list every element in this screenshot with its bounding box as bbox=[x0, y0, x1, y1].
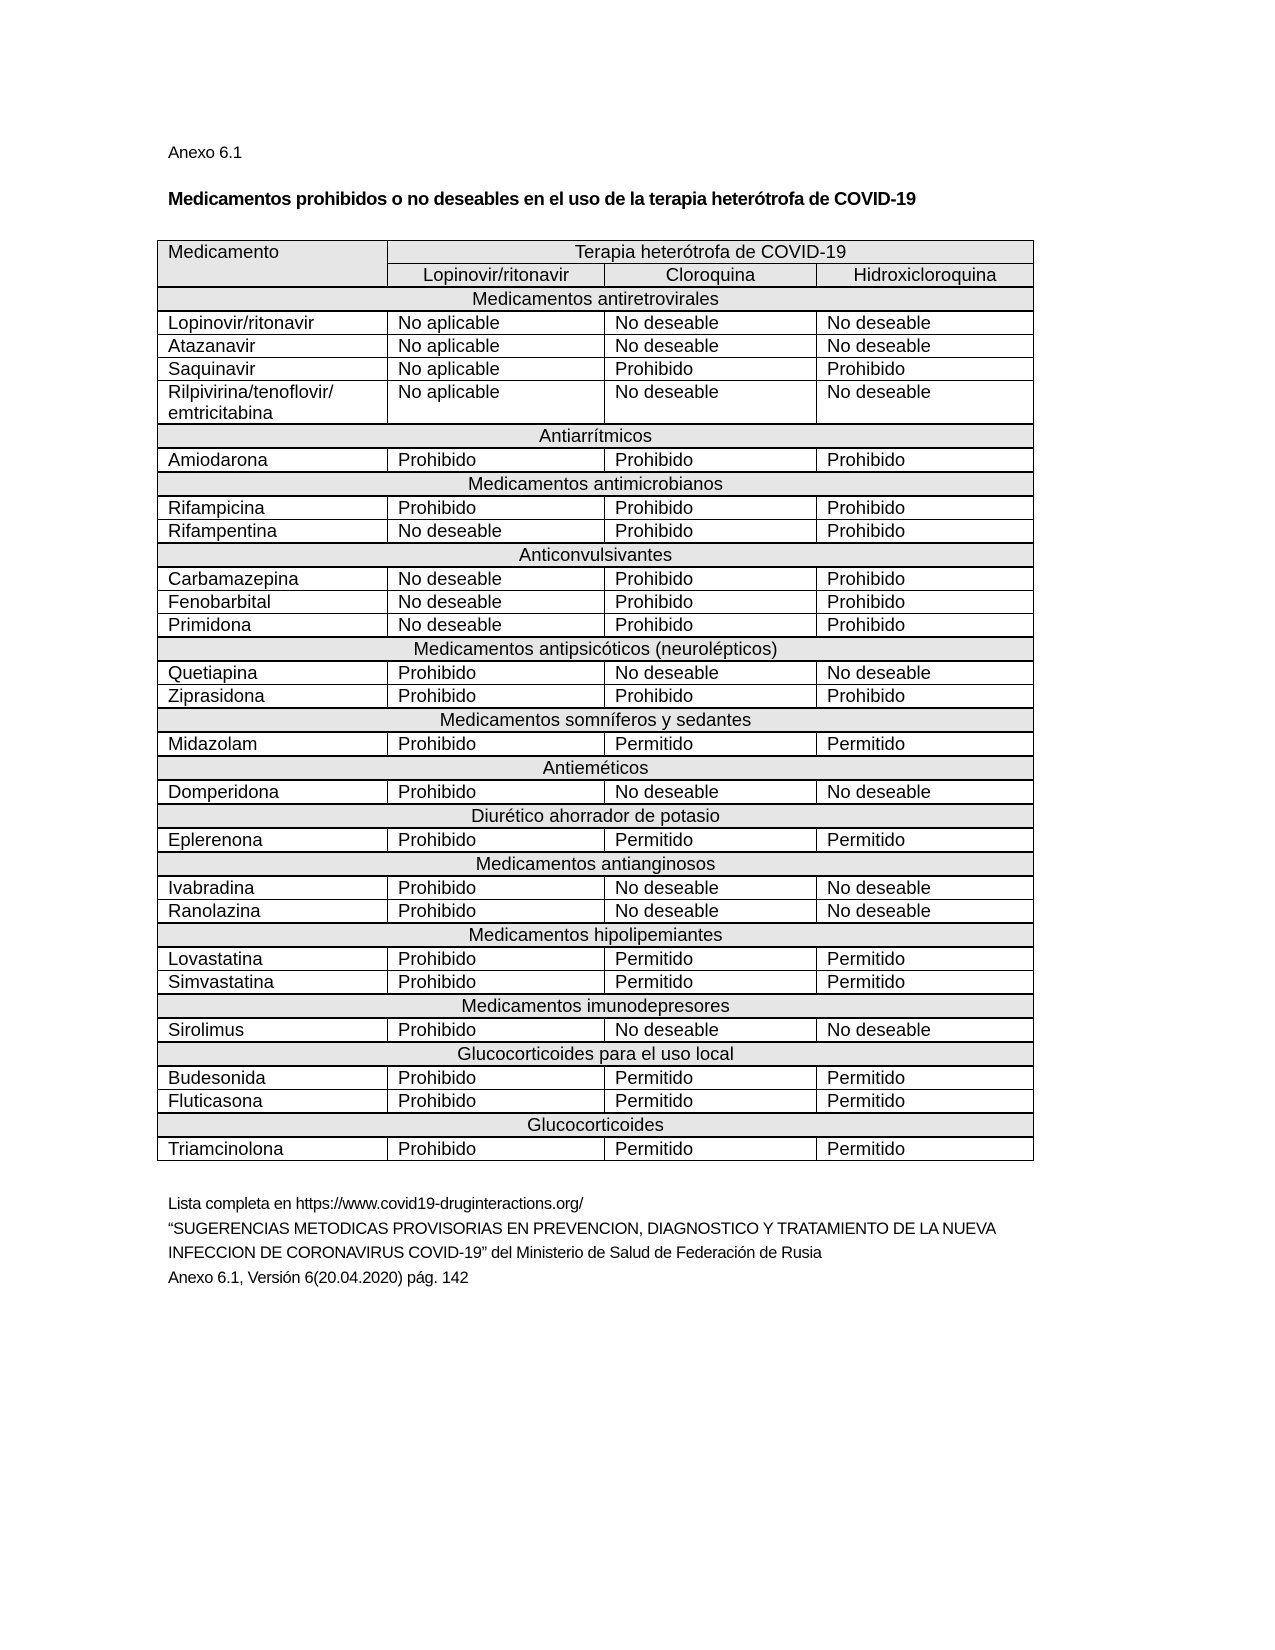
cloroquina-status-cell: No deseable bbox=[605, 311, 817, 335]
category-row bbox=[158, 637, 1034, 661]
annex-label: Anexo 6.1 bbox=[168, 143, 242, 162]
lopinovir-status-cell: Prohibido bbox=[388, 685, 605, 709]
cloroquina-status-cell: Prohibido bbox=[605, 496, 817, 520]
hidroxicloroquina-status-cell: No deseable bbox=[817, 381, 1034, 425]
hidroxicloroquina-status-cell: Permitido bbox=[817, 1137, 1034, 1161]
category-row bbox=[158, 804, 1034, 828]
cloroquina-status-cell: Prohibido bbox=[605, 685, 817, 709]
table-row bbox=[158, 732, 1034, 756]
lopinovir-status-cell: Prohibido bbox=[388, 496, 605, 520]
drug-name-cell: Fenobarbital bbox=[158, 591, 388, 614]
cloroquina-status-cell: Permitido bbox=[605, 828, 817, 852]
hidroxicloroquina-status-cell: Permitido bbox=[817, 732, 1034, 756]
lopinovir-status-cell: Prohibido bbox=[388, 732, 605, 756]
drug-name-cell: Simvastatina bbox=[158, 971, 388, 995]
footer-line-citation-2: INFECCION DE CORONAVIRUS COVID-19” del Ministerio de Salud de Federación de Rusia bbox=[168, 1244, 822, 1262]
table-row bbox=[158, 311, 1034, 335]
cloroquina-status-cell: No deseable bbox=[605, 900, 817, 924]
table-row bbox=[158, 1090, 1034, 1114]
lopinovir-status-cell: Prohibido bbox=[388, 900, 605, 924]
category-label: Anticonvulsivantes bbox=[158, 543, 1034, 567]
lopinovir-status-cell: Prohibido bbox=[388, 448, 605, 472]
cloroquina-status-cell: No deseable bbox=[605, 335, 817, 358]
category-label: Antieméticos bbox=[158, 756, 1034, 780]
table-row bbox=[158, 496, 1034, 520]
drug-name-cell: Ziprasidona bbox=[158, 685, 388, 709]
table-row bbox=[158, 780, 1034, 804]
cloroquina-status-cell: Prohibido bbox=[605, 358, 817, 381]
category-label: Medicamentos imunodepresores bbox=[158, 994, 1034, 1018]
lopinovir-status-cell: Prohibido bbox=[388, 876, 605, 900]
category-label: Glucocorticoides para el uso local bbox=[158, 1042, 1034, 1066]
hidroxicloroquina-status-cell: No deseable bbox=[817, 311, 1034, 335]
drug-name-cell: Saquinavir bbox=[158, 358, 388, 381]
cloroquina-status-cell: Permitido bbox=[605, 732, 817, 756]
lopinovir-status-cell: No aplicable bbox=[388, 381, 605, 425]
drug-name-cell: Rifampentina bbox=[158, 520, 388, 544]
table-row bbox=[158, 685, 1034, 709]
drug-name-cell: Midazolam bbox=[158, 732, 388, 756]
drug-name-cell: Ivabradina bbox=[158, 876, 388, 900]
hidroxicloroquina-status-cell: No deseable bbox=[817, 876, 1034, 900]
category-row bbox=[158, 923, 1034, 947]
table-row bbox=[158, 1066, 1034, 1090]
header-drug-column: Medicamento bbox=[158, 241, 388, 288]
drug-name-cell: Quetiapina bbox=[158, 661, 388, 685]
category-label: Medicamentos antimicrobianos bbox=[158, 472, 1034, 496]
cloroquina-status-cell: Prohibido bbox=[605, 591, 817, 614]
drug-name-cell: Lovastatina bbox=[158, 947, 388, 971]
category-row bbox=[158, 1042, 1034, 1066]
table-row bbox=[158, 335, 1034, 358]
table-body bbox=[158, 287, 1034, 1161]
table-row bbox=[158, 567, 1034, 591]
drug-name-cell: Triamcinolona bbox=[158, 1137, 388, 1161]
lopinovir-status-cell: No deseable bbox=[388, 591, 605, 614]
table-row bbox=[158, 876, 1034, 900]
drug-name-cell: Rilpivirina/tenoflovir/ emtricitabina bbox=[158, 381, 388, 425]
table-row bbox=[158, 900, 1034, 924]
drug-name-cell: Atazanavir bbox=[158, 335, 388, 358]
cloroquina-status-cell: Permitido bbox=[605, 1090, 817, 1114]
lopinovir-status-cell: Prohibido bbox=[388, 1137, 605, 1161]
lopinovir-status-cell: Prohibido bbox=[388, 1090, 605, 1114]
category-row bbox=[158, 1113, 1034, 1137]
table-row bbox=[158, 358, 1034, 381]
table-row bbox=[158, 1137, 1034, 1161]
hidroxicloroquina-status-cell: Permitido bbox=[817, 971, 1034, 995]
cloroquina-status-cell: Permitido bbox=[605, 1066, 817, 1090]
category-row bbox=[158, 472, 1034, 496]
drug-name-cell: Carbamazepina bbox=[158, 567, 388, 591]
category-label: Medicamentos antiretrovirales bbox=[158, 287, 1034, 311]
hidroxicloroquina-status-cell: Prohibido bbox=[817, 448, 1034, 472]
lopinovir-status-cell: Prohibido bbox=[388, 971, 605, 995]
category-label: Glucocorticoides bbox=[158, 1113, 1034, 1137]
table-row bbox=[158, 591, 1034, 614]
cloroquina-status-cell: Prohibido bbox=[605, 448, 817, 472]
table-row bbox=[158, 520, 1034, 544]
lopinovir-status-cell: No aplicable bbox=[388, 311, 605, 335]
header-therapy-group: Terapia heterótrofa de COVID-19 bbox=[388, 241, 1034, 264]
category-row bbox=[158, 852, 1034, 876]
hidroxicloroquina-status-cell: No deseable bbox=[817, 335, 1034, 358]
cloroquina-status-cell: No deseable bbox=[605, 1018, 817, 1042]
cloroquina-status-cell: No deseable bbox=[605, 780, 817, 804]
hidroxicloroquina-status-cell: Prohibido bbox=[817, 567, 1034, 591]
hidroxicloroquina-status-cell: Permitido bbox=[817, 1090, 1034, 1114]
lopinovir-status-cell: No aplicable bbox=[388, 358, 605, 381]
table-row bbox=[158, 381, 1034, 425]
hidroxicloroquina-status-cell: Prohibido bbox=[817, 614, 1034, 638]
category-label: Medicamentos hipolipemiantes bbox=[158, 923, 1034, 947]
hidroxicloroquina-status-cell: Permitido bbox=[817, 828, 1034, 852]
lopinovir-status-cell: Prohibido bbox=[388, 1018, 605, 1042]
cloroquina-status-cell: Permitido bbox=[605, 971, 817, 995]
lopinovir-status-cell: No aplicable bbox=[388, 335, 605, 358]
lopinovir-status-cell: Prohibido bbox=[388, 947, 605, 971]
drug-name-cell: Domperidona bbox=[158, 780, 388, 804]
drug-name-cell: Budesonida bbox=[158, 1066, 388, 1090]
category-label: Medicamentos antianginosos bbox=[158, 852, 1034, 876]
hidroxicloroquina-status-cell: Prohibido bbox=[817, 520, 1034, 544]
drug-interaction-table bbox=[157, 240, 1034, 1161]
drug-name-cell: Amiodarona bbox=[158, 448, 388, 472]
category-label: Antiarrítmicos bbox=[158, 424, 1034, 448]
lopinovir-status-cell: Prohibido bbox=[388, 661, 605, 685]
drug-name-cell: Sirolimus bbox=[158, 1018, 388, 1042]
lopinovir-status-cell: Prohibido bbox=[388, 780, 605, 804]
drug-name-cell: Primidona bbox=[158, 614, 388, 638]
drug-name-cell: Rifampicina bbox=[158, 496, 388, 520]
hidroxicloroquina-status-cell: No deseable bbox=[817, 1018, 1034, 1042]
hidroxicloroquina-status-cell: Prohibido bbox=[817, 685, 1034, 709]
cloroquina-status-cell: No deseable bbox=[605, 381, 817, 425]
cloroquina-status-cell: Permitido bbox=[605, 1137, 817, 1161]
hidroxicloroquina-status-cell: Permitido bbox=[817, 1066, 1034, 1090]
lopinovir-status-cell: No deseable bbox=[388, 567, 605, 591]
table-row bbox=[158, 614, 1034, 638]
cloroquina-status-cell: Permitido bbox=[605, 947, 817, 971]
footer-line-source-link: Lista completa en https://www.covid19-druginteractions.org/ bbox=[168, 1195, 583, 1213]
hidroxicloroquina-status-cell: No deseable bbox=[817, 780, 1034, 804]
footer-notes bbox=[168, 1192, 996, 1290]
table-row bbox=[158, 971, 1034, 995]
table-header bbox=[158, 241, 1034, 288]
drug-name-cell: Fluticasona bbox=[158, 1090, 388, 1114]
hidroxicloroquina-status-cell: Prohibido bbox=[817, 591, 1034, 614]
header-therapy-lopinovir: Lopinovir/ritonavir bbox=[388, 264, 605, 288]
lopinovir-status-cell: Prohibido bbox=[388, 828, 605, 852]
category-row bbox=[158, 756, 1034, 780]
lopinovir-status-cell: No deseable bbox=[388, 520, 605, 544]
lopinovir-status-cell: No deseable bbox=[388, 614, 605, 638]
cloroquina-status-cell: Prohibido bbox=[605, 614, 817, 638]
footer-line-version: Anexo 6.1, Versión 6(20.04.2020) pág. 142 bbox=[168, 1268, 469, 1287]
header-therapy-hidroxicloroquina: Hidroxicloroquina bbox=[817, 264, 1034, 288]
category-row bbox=[158, 994, 1034, 1018]
hidroxicloroquina-status-cell: Permitido bbox=[817, 947, 1034, 971]
category-row bbox=[158, 708, 1034, 732]
cloroquina-status-cell: No deseable bbox=[605, 661, 817, 685]
table-row bbox=[158, 1018, 1034, 1042]
document-title: Medicamentos prohibidos o no deseables en el uso de la terapia heterótrofa de COVID-19 bbox=[168, 188, 916, 209]
header-therapy-cloroquina: Cloroquina bbox=[605, 264, 817, 288]
hidroxicloroquina-status-cell: No deseable bbox=[817, 900, 1034, 924]
table-row bbox=[158, 448, 1034, 472]
footer-line-citation-1: “SUGERENCIAS METODICAS PROVISORIAS EN PREVENCION, DIAGNOSTICO Y TRATAMIENTO DE LA NUEVA bbox=[168, 1219, 997, 1238]
category-label: Medicamentos somníferos y sedantes bbox=[158, 708, 1034, 732]
hidroxicloroquina-status-cell: Prohibido bbox=[817, 358, 1034, 381]
category-label: Diurético ahorrador de potasio bbox=[158, 804, 1034, 828]
hidroxicloroquina-status-cell: Prohibido bbox=[817, 496, 1034, 520]
category-row bbox=[158, 543, 1034, 567]
cloroquina-status-cell: Prohibido bbox=[605, 567, 817, 591]
cloroquina-status-cell: No deseable bbox=[605, 876, 817, 900]
drug-name-cell: Ranolazina bbox=[158, 900, 388, 924]
drug-name-cell: Lopinovir/ritonavir bbox=[158, 311, 388, 335]
drug-name-cell: Eplerenona bbox=[158, 828, 388, 852]
table-row bbox=[158, 661, 1034, 685]
category-row bbox=[158, 287, 1034, 311]
category-label: Medicamentos antipsicóticos (neurolépticos) bbox=[158, 637, 1034, 661]
category-row bbox=[158, 424, 1034, 448]
lopinovir-status-cell: Prohibido bbox=[388, 1066, 605, 1090]
table-row bbox=[158, 828, 1034, 852]
table-row bbox=[158, 947, 1034, 971]
cloroquina-status-cell: Prohibido bbox=[605, 520, 817, 544]
hidroxicloroquina-status-cell: No deseable bbox=[817, 661, 1034, 685]
